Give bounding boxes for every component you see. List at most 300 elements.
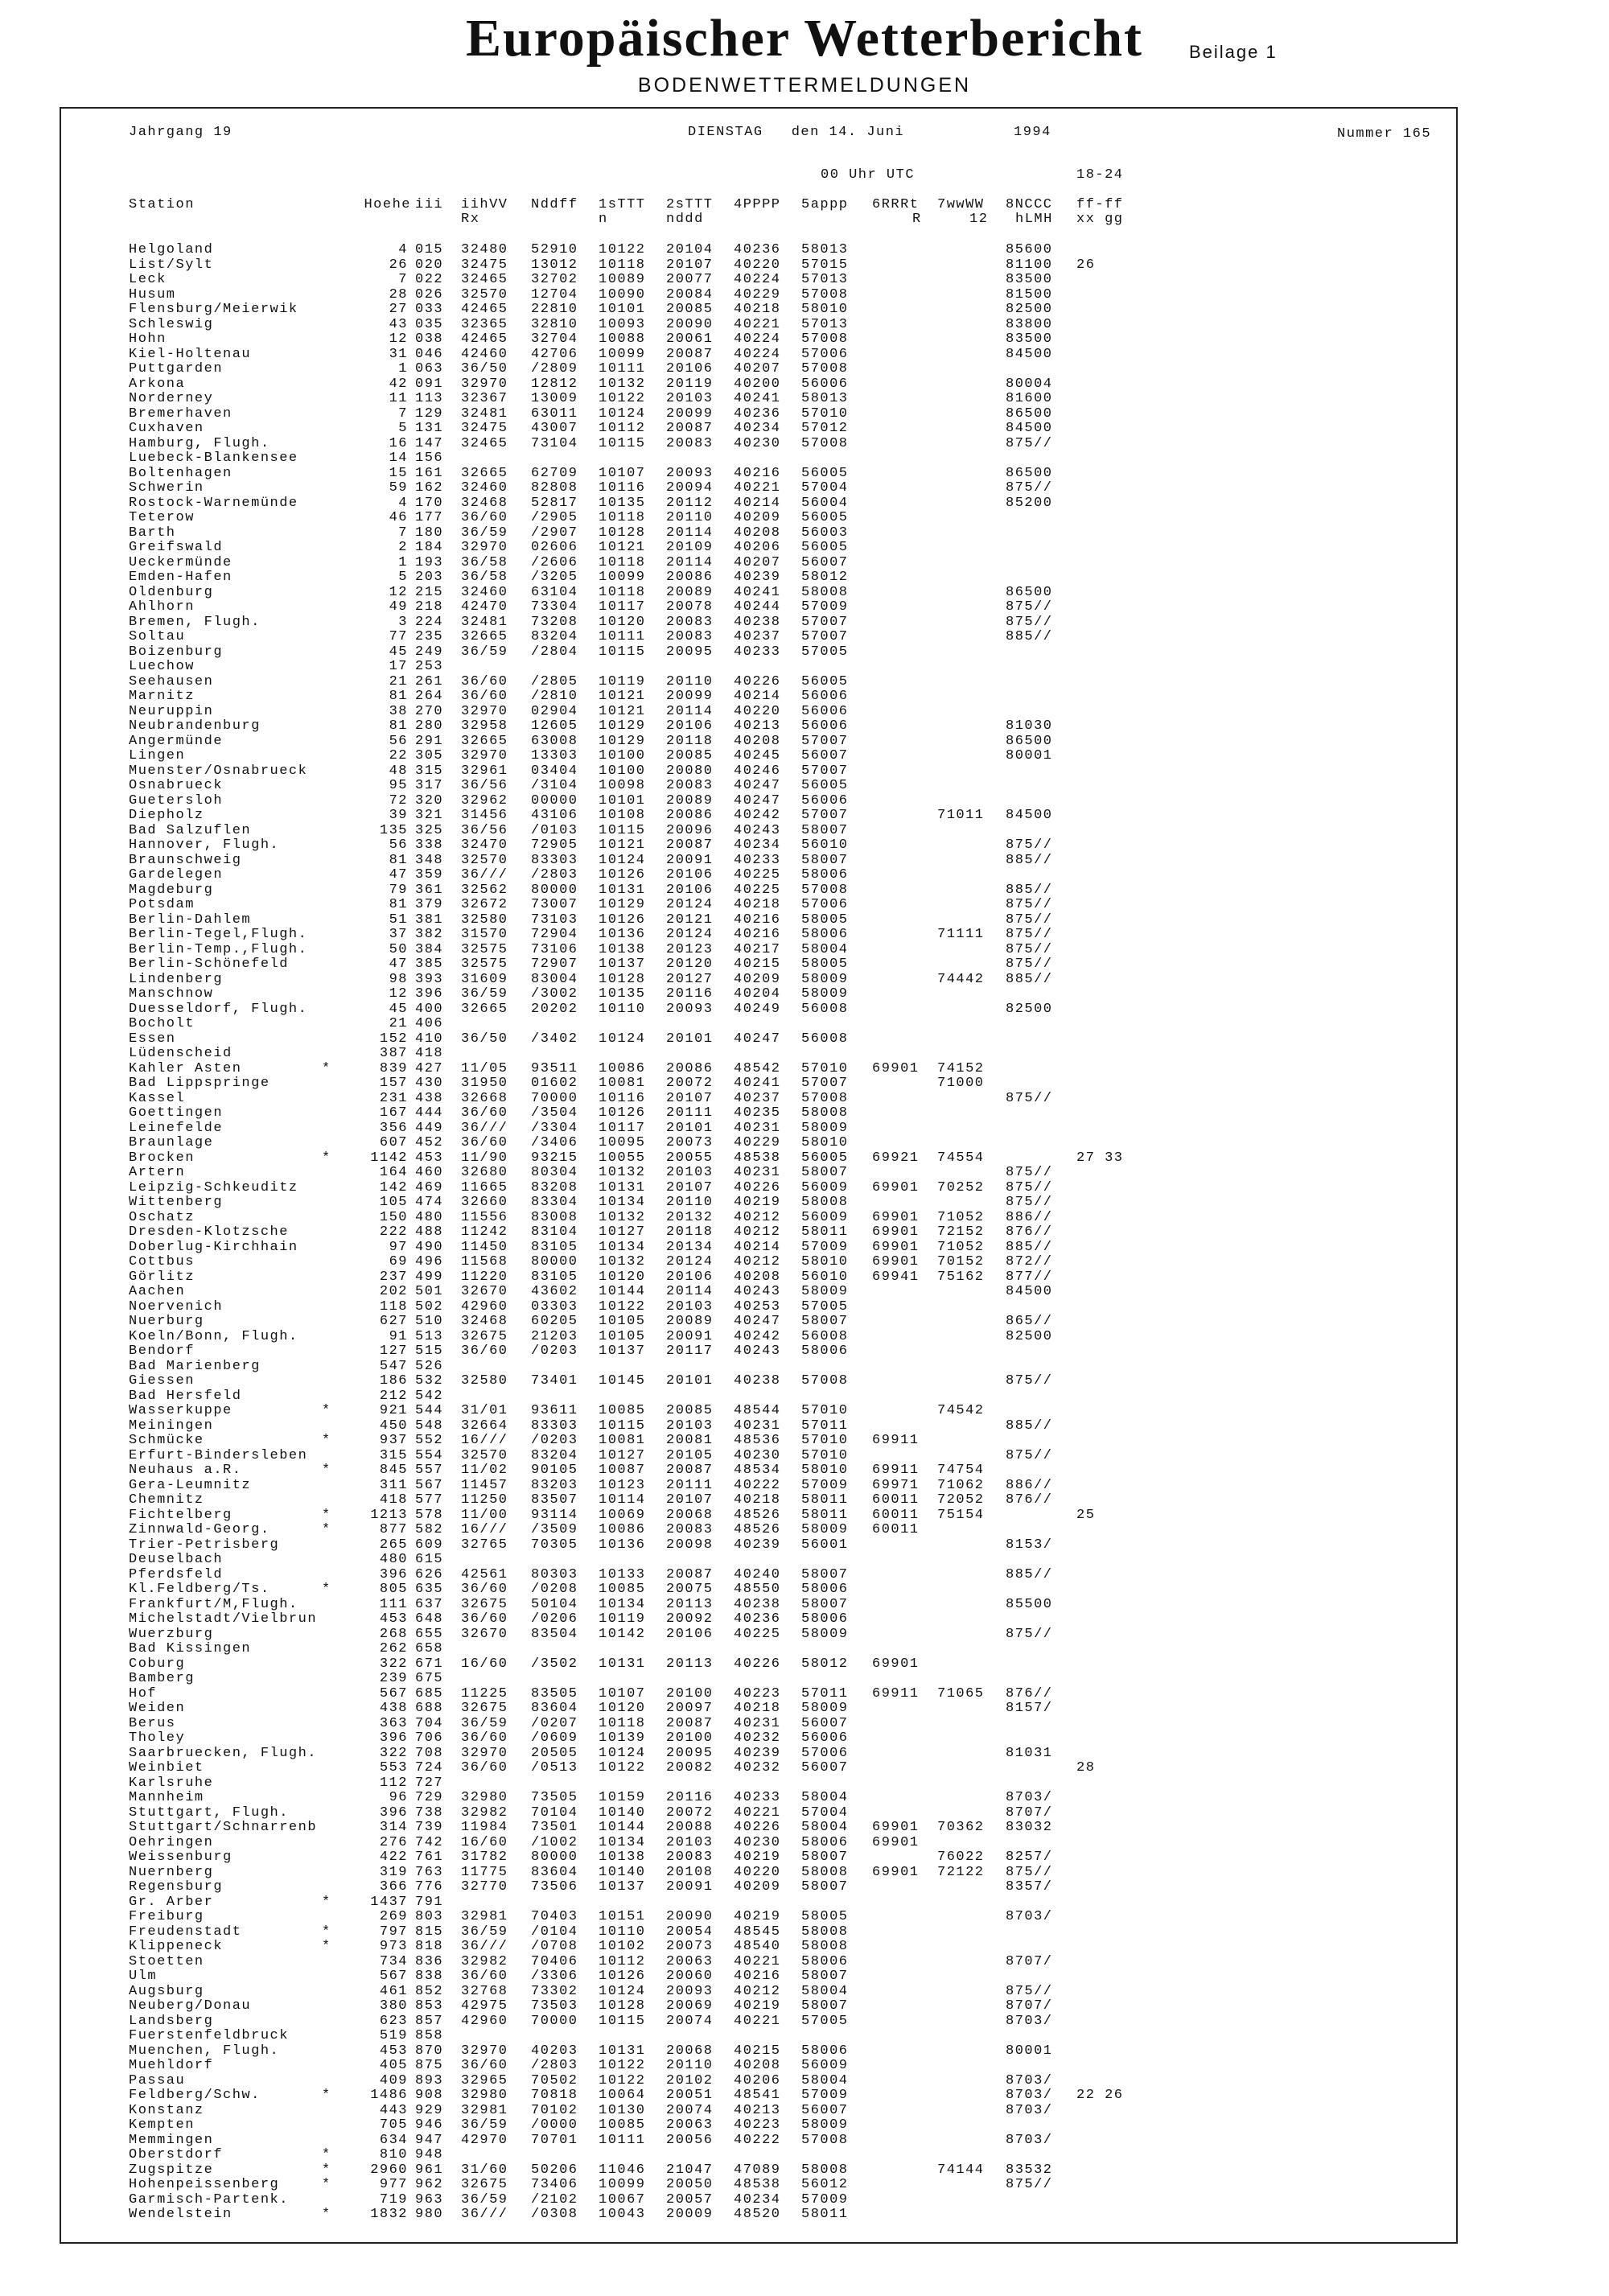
station-id: 317 — [415, 778, 444, 793]
group-nddff: 93114 — [531, 1507, 578, 1523]
group-8nccc: 875// — [1006, 480, 1053, 496]
group-6rrrt: 69901 — [872, 1224, 920, 1240]
station-height: 7 — [398, 272, 408, 287]
station-id: 513 — [415, 1328, 444, 1344]
station-id: 396 — [415, 986, 444, 1002]
station-height: 450 — [379, 1418, 408, 1434]
station-height: 164 — [379, 1165, 408, 1180]
group-iihvv: 32982 — [461, 1804, 508, 1821]
group-4pppp: 40226 — [734, 1179, 781, 1195]
group-1sttt: 10118 — [599, 584, 646, 600]
group-4pppp: 48545 — [734, 1924, 781, 1940]
group-nddff: 01602 — [531, 1076, 578, 1091]
group-1sttt: 10124 — [599, 1983, 646, 1999]
group-iihvv: 32962 — [461, 792, 508, 809]
station-id: 325 — [415, 822, 444, 838]
station-height: 27 — [389, 302, 408, 317]
group-nddff: 73104 — [531, 435, 578, 451]
station-name: Muenchen, Flugh. — [129, 2043, 280, 2059]
station-name: Weiden — [129, 1701, 186, 1716]
group-2sttt: 20120 — [666, 957, 714, 972]
group-5appp: 58006 — [801, 1834, 849, 1850]
group-4pppp: 48538 — [734, 2177, 781, 2192]
group-2sttt: 20061 — [666, 331, 714, 347]
station-id: 908 — [415, 2088, 444, 2103]
station-height: 14 — [389, 451, 408, 466]
station-height: 322 — [379, 1656, 408, 1672]
group-iihvv: 32675 — [461, 1328, 508, 1344]
group-nddff: 73208 — [531, 614, 578, 630]
group-4pppp: 40206 — [734, 2072, 781, 2088]
group-iihvv: 42470 — [461, 599, 508, 615]
station-name: Leipzig-Schkeuditz — [129, 1179, 298, 1195]
station-id: 215 — [415, 584, 444, 600]
station-id: 776 — [415, 1879, 444, 1895]
station-height: 623 — [379, 2013, 408, 2029]
station-name: Giessen — [129, 1373, 195, 1389]
station-id: 410 — [415, 1031, 444, 1047]
group-iihvv: 11/02 — [461, 1463, 508, 1478]
group-nddff: /0308 — [531, 2207, 578, 2222]
group-nddff: 32704 — [531, 331, 578, 347]
group-2sttt: 20081 — [666, 1433, 714, 1448]
group-5appp: 56006 — [801, 703, 849, 719]
group-4pppp: 40221 — [734, 2013, 781, 2029]
group-5appp: 58008 — [801, 1864, 849, 1880]
group-2sttt: 20087 — [666, 421, 714, 436]
station-name: Duesseldorf, Flugh. — [129, 1001, 308, 1017]
group-1sttt: 10043 — [599, 2207, 646, 2222]
group-8nccc: 875// — [1006, 1195, 1053, 1210]
station-height: 319 — [379, 1864, 408, 1880]
station-id: 444 — [415, 1105, 444, 1121]
group-nddff: 83204 — [531, 1447, 578, 1463]
group-5appp: 57008 — [801, 435, 849, 451]
group-iihvv: 42460 — [461, 346, 508, 362]
group-5appp: 58005 — [801, 957, 849, 972]
group-nddff: 32810 — [531, 316, 578, 332]
group-2sttt: 20074 — [666, 2102, 714, 2118]
group-5appp: 58008 — [801, 1939, 849, 1954]
group-2sttt: 20107 — [666, 257, 714, 273]
group-nddff: 02904 — [531, 703, 578, 719]
group-4pppp: 40236 — [734, 405, 781, 422]
group-nddff: 83104 — [531, 1224, 578, 1240]
group-nddff: /2905 — [531, 510, 578, 525]
group-5appp: 58007 — [801, 1596, 849, 1612]
group-8nccc: 885// — [1006, 1418, 1053, 1434]
group-nddff: /0103 — [531, 822, 578, 838]
group-nddff: /3502 — [531, 1656, 578, 1672]
group-2sttt: 20054 — [666, 1924, 714, 1940]
group-2sttt: 20106 — [666, 1269, 714, 1285]
group-iihvv: 11568 — [461, 1254, 508, 1269]
station-name: Hannover, Flugh. — [129, 837, 280, 853]
group-2sttt: 20089 — [666, 792, 714, 809]
station-height: 396 — [379, 1566, 408, 1582]
group-4pppp: 40213 — [734, 718, 781, 734]
group-6rrrt: 60011 — [872, 1492, 920, 1508]
station-height: 567 — [379, 1685, 408, 1701]
group-nddff: 83208 — [531, 1179, 578, 1195]
group-2sttt: 20090 — [666, 316, 714, 332]
group-1sttt: 10115 — [599, 2013, 646, 2029]
station-height: 4 — [398, 495, 408, 511]
station-id: 738 — [415, 1804, 444, 1821]
group-5appp: 57004 — [801, 480, 849, 496]
group-6rrrt: 69901 — [872, 1179, 920, 1195]
station-name: Greifswald — [129, 540, 224, 555]
station-name: Bamberg — [129, 1671, 195, 1686]
group-8nccc: 875// — [1006, 911, 1053, 928]
station-height: 237 — [379, 1269, 408, 1285]
group-5appp: 58009 — [801, 2117, 849, 2133]
group-8nccc: 80001 — [1006, 748, 1053, 763]
group-nddff: 82808 — [531, 480, 578, 496]
group-4pppp: 40237 — [734, 629, 781, 644]
group-iihvv: 32765 — [461, 1537, 508, 1553]
report-date: DIENSTAG den 14. Juni — [688, 125, 905, 140]
station-name: Kiel-Holtenau — [129, 346, 252, 362]
group-iihvv: 32981 — [461, 1909, 508, 1924]
station-id: 739 — [415, 1820, 444, 1835]
station-height: 5 — [398, 570, 408, 585]
group-7wwww: 74144 — [937, 2162, 985, 2178]
group-1sttt: 10124 — [599, 852, 646, 868]
station-id: 675 — [415, 1671, 444, 1686]
station-name: Regensburg — [129, 1879, 224, 1895]
group-iihvv: 32970 — [461, 748, 508, 763]
group-8nccc: 875// — [1006, 435, 1053, 451]
station-name: Bad Hersfeld — [129, 1388, 242, 1404]
group-4pppp: 40214 — [734, 689, 781, 704]
station-height: 387 — [379, 1046, 408, 1061]
group-5appp: 57010 — [801, 1447, 849, 1463]
group-iihvv: 32475 — [461, 257, 508, 273]
group-8nccc: 875// — [1006, 1864, 1053, 1880]
station-id: 218 — [415, 599, 444, 615]
station-height: 81 — [389, 689, 408, 704]
group-5appp: 57005 — [801, 644, 849, 660]
group-5appp: 58009 — [801, 971, 849, 987]
group-1sttt: 10122 — [599, 2058, 646, 2073]
group-8nccc: 875// — [1006, 599, 1053, 615]
group-nddff: 72905 — [531, 837, 578, 853]
group-7wwww: 75154 — [937, 1507, 985, 1523]
mountain-marker: * — [322, 1060, 331, 1076]
group-iihvv: 31570 — [461, 927, 508, 942]
group-1sttt: 10123 — [599, 1477, 646, 1493]
station-name: Weissenburg — [129, 1850, 233, 1865]
group-1sttt: 10114 — [599, 1492, 646, 1508]
station-name: Augsburg — [129, 1983, 204, 1999]
group-5appp: 58010 — [801, 1135, 849, 1150]
group-5appp: 56006 — [801, 376, 849, 392]
group-1sttt: 10067 — [599, 2191, 646, 2208]
group-7wwww: 76022 — [937, 1850, 985, 1865]
group-1sttt: 10122 — [599, 1298, 646, 1315]
group-5appp: 56006 — [801, 718, 849, 734]
group-iihvv: 36/// — [461, 1939, 508, 1954]
group-2sttt: 20085 — [666, 748, 714, 763]
group-2sttt: 20074 — [666, 2013, 714, 2029]
group-2sttt: 20104 — [666, 242, 714, 257]
group-iihvv: 36/60 — [461, 1343, 508, 1359]
group-5appp: 57007 — [801, 614, 849, 630]
station-id: 552 — [415, 1433, 444, 1448]
station-name: Lingen — [129, 748, 186, 763]
station-height: 12 — [389, 331, 408, 347]
group-1sttt: 10101 — [599, 792, 646, 809]
group-iihvv: 36/59 — [461, 2191, 508, 2208]
group-5appp: 58009 — [801, 1120, 849, 1136]
group-4pppp: 40222 — [734, 2132, 781, 2148]
station-height: 222 — [379, 1224, 408, 1240]
station-name: Gardelegen — [129, 867, 224, 883]
station-id: 858 — [415, 2028, 444, 2043]
station-id: 532 — [415, 1373, 444, 1389]
group-5appp: 57011 — [801, 1685, 849, 1701]
group-5appp: 58006 — [801, 927, 849, 942]
group-nddff: 21203 — [531, 1328, 578, 1344]
group-5appp: 58008 — [801, 1924, 849, 1940]
group-8nccc: 8707/ — [1006, 1804, 1053, 1821]
station-name: Görlitz — [129, 1269, 195, 1285]
group-nddff: 20505 — [531, 1745, 578, 1761]
station-name: Wendelstein — [129, 2207, 233, 2222]
group-iihvv: 32481 — [461, 614, 508, 630]
group-2sttt: 20093 — [666, 1983, 714, 1999]
group-4pppp: 40204 — [734, 986, 781, 1002]
station-name: Koeln/Bonn, Flugh. — [129, 1328, 298, 1344]
station-id: 449 — [415, 1120, 444, 1136]
group-nddff: 52817 — [531, 495, 578, 511]
group-4pppp: 40245 — [734, 748, 781, 763]
group-2sttt: 20102 — [666, 2072, 714, 2088]
station-name: Guetersloh — [129, 792, 224, 809]
station-name: Seehausen — [129, 673, 214, 689]
group-4pppp: 40222 — [734, 1477, 781, 1493]
station-id: 727 — [415, 1775, 444, 1791]
group-4pppp: 40243 — [734, 1284, 781, 1299]
station-height: 396 — [379, 1730, 408, 1746]
station-height: 79 — [389, 882, 408, 898]
group-2sttt: 21047 — [666, 2162, 714, 2178]
station-height: 607 — [379, 1135, 408, 1150]
group-2sttt: 20088 — [666, 1820, 714, 1835]
group-2sttt: 20099 — [666, 689, 714, 704]
group-5appp: 58004 — [801, 1820, 849, 1835]
station-id: 384 — [415, 941, 444, 957]
station-name: Gera-Leumnitz — [129, 1477, 252, 1493]
group-iihvv: 32475 — [461, 421, 508, 436]
station-height: 453 — [379, 2043, 408, 2059]
station-id: 557 — [415, 1463, 444, 1478]
station-id: 980 — [415, 2207, 444, 2222]
station-id: 400 — [415, 1001, 444, 1017]
station-name: Saarbruecken, Flugh. — [129, 1745, 318, 1761]
group-4pppp: 40221 — [734, 1804, 781, 1821]
station-name: Marnitz — [129, 689, 195, 704]
group-nddff: 70403 — [531, 1909, 578, 1924]
group-6rrrt: 69941 — [872, 1269, 920, 1285]
mountain-marker: * — [322, 2147, 331, 2162]
group-iihvv: 32982 — [461, 1953, 508, 1969]
jahrgang-label: Jahrgang 19 — [129, 125, 233, 140]
group-2sttt: 20101 — [666, 1120, 714, 1136]
group-5appp: 57006 — [801, 897, 849, 912]
group-iihvv: 32365 — [461, 316, 508, 332]
station-name: Aachen — [129, 1284, 186, 1299]
station-height: 443 — [379, 2102, 408, 2118]
group-5appp: 58006 — [801, 1582, 849, 1597]
station-id: 162 — [415, 480, 444, 496]
group-nddff: 83505 — [531, 1685, 578, 1701]
col-7wwww: 7wwWW — [937, 197, 985, 212]
station-name: Frankfurt/M,Flugh. — [129, 1596, 298, 1612]
station-name: Freiburg — [129, 1909, 204, 1924]
station-height: 977 — [379, 2177, 408, 2192]
group-4pppp: 40214 — [734, 1239, 781, 1255]
group-4pppp: 40220 — [734, 257, 781, 273]
station-name: Ulm — [129, 1969, 158, 1984]
group-4pppp: 48534 — [734, 1463, 781, 1478]
group-1sttt: 10132 — [599, 1209, 646, 1225]
station-name: Berlin-Schönefeld — [129, 957, 289, 972]
group-1sttt: 10105 — [599, 1314, 646, 1329]
group-nddff: 80000 — [531, 882, 578, 898]
group-nddff: /2606 — [531, 554, 578, 570]
group-2sttt: 20116 — [666, 1790, 714, 1805]
group-4pppp: 40237 — [734, 1090, 781, 1106]
group-8nccc: 875// — [1006, 897, 1053, 912]
station-id: 131 — [415, 421, 444, 436]
group-nddff: /2803 — [531, 2058, 578, 2073]
group-5appp: 57010 — [801, 1060, 849, 1076]
group-8nccc: 876// — [1006, 1492, 1053, 1508]
group-5appp: 58006 — [801, 1611, 849, 1627]
group-4pppp: 40233 — [734, 644, 781, 660]
group-ffff: 26 — [1076, 257, 1096, 273]
group-7wwww: 72052 — [937, 1492, 985, 1508]
station-height: 363 — [379, 1715, 408, 1731]
station-height: 810 — [379, 2147, 408, 2162]
group-iihvv: 11/05 — [461, 1060, 508, 1076]
group-8nccc: 80004 — [1006, 376, 1053, 392]
group-4pppp: 40209 — [734, 1879, 781, 1895]
station-height: 42 — [389, 376, 408, 392]
station-id: 026 — [415, 286, 444, 302]
station-id: 526 — [415, 1358, 444, 1374]
station-id: 554 — [415, 1447, 444, 1463]
group-4pppp: 40239 — [734, 570, 781, 585]
station-name: Karlsruhe — [129, 1775, 214, 1791]
group-nddff: 83204 — [531, 629, 578, 644]
station-id: 708 — [415, 1745, 444, 1761]
group-2sttt: 20009 — [666, 2207, 714, 2222]
group-nddff: 83604 — [531, 1864, 578, 1880]
report-number: Nummer 165 — [1337, 126, 1432, 142]
station-height: 12 — [389, 584, 408, 600]
station-id: 490 — [415, 1239, 444, 1255]
group-nddff: 72904 — [531, 927, 578, 942]
group-2sttt: 20075 — [666, 1582, 714, 1597]
group-nddff: 70818 — [531, 2088, 578, 2103]
station-id: 033 — [415, 302, 444, 317]
group-iihvv: 32480 — [461, 242, 508, 257]
group-iihvv: 32570 — [461, 286, 508, 302]
station-name: Artern — [129, 1165, 186, 1180]
group-2sttt: 20078 — [666, 599, 714, 615]
col-iihvv-sub: Rx — [461, 212, 480, 227]
group-nddff: 73007 — [531, 897, 578, 912]
group-5appp: 57004 — [801, 1804, 849, 1821]
group-8nccc: 81030 — [1006, 718, 1053, 734]
station-name: Bad Marienberg — [129, 1358, 261, 1374]
group-iihvv: 11/90 — [461, 1150, 508, 1166]
group-4pppp: 48520 — [734, 2207, 781, 2222]
station-height: 627 — [379, 1314, 408, 1329]
mountain-marker: * — [322, 2162, 331, 2178]
station-name: Erfurt-Bindersleben — [129, 1447, 308, 1463]
group-iihvv: 11225 — [461, 1685, 508, 1701]
group-2sttt: 20103 — [666, 1165, 714, 1180]
group-4pppp: 40220 — [734, 703, 781, 719]
group-8nccc: 84500 — [1006, 1284, 1053, 1299]
group-2sttt: 20089 — [666, 1314, 714, 1329]
group-nddff: 73505 — [531, 1790, 578, 1805]
station-height: 118 — [379, 1298, 408, 1315]
group-8nccc: 875// — [1006, 941, 1053, 957]
group-iihvv: 36/60 — [461, 1582, 508, 1597]
group-1sttt: 10110 — [599, 1924, 646, 1940]
group-nddff: /2810 — [531, 689, 578, 704]
group-nddff: 70000 — [531, 2013, 578, 2029]
group-1sttt: 10131 — [599, 1656, 646, 1672]
group-4pppp: 40215 — [734, 957, 781, 972]
station-name: Wittenberg — [129, 1195, 224, 1210]
station-name: Kahler Asten — [129, 1060, 242, 1076]
group-2sttt: 20117 — [666, 1343, 714, 1359]
group-iihvv: 36/60 — [461, 1730, 508, 1746]
group-4pppp: 40242 — [734, 1328, 781, 1344]
group-nddff: 63011 — [531, 405, 578, 422]
group-1sttt: 10112 — [599, 1953, 646, 1969]
station-id: 648 — [415, 1611, 444, 1627]
group-7wwww: 74754 — [937, 1463, 985, 1478]
group-4pppp: 40239 — [734, 1537, 781, 1553]
group-5appp: 58010 — [801, 1463, 849, 1478]
station-id: 963 — [415, 2191, 444, 2208]
group-iihvv: 31782 — [461, 1850, 508, 1865]
group-1sttt: 10115 — [599, 435, 646, 451]
group-nddff: 93511 — [531, 1060, 578, 1076]
group-iihvv: 42975 — [461, 1998, 508, 2014]
group-8nccc: 875// — [1006, 614, 1053, 630]
group-iihvv: 32665 — [461, 1001, 508, 1017]
station-height: 1 — [398, 361, 408, 376]
station-name: Braunschweig — [129, 852, 242, 868]
group-5appp: 58007 — [801, 1850, 849, 1865]
group-1sttt: 10136 — [599, 927, 646, 942]
group-7wwww: 72122 — [937, 1864, 985, 1880]
col-1sttt: 1sTTT — [599, 197, 646, 212]
group-5appp: 57009 — [801, 2088, 849, 2103]
station-id: 224 — [415, 614, 444, 630]
group-1sttt: 10111 — [599, 629, 646, 644]
group-1sttt: 10144 — [599, 1284, 646, 1299]
group-4pppp: 40234 — [734, 421, 781, 436]
